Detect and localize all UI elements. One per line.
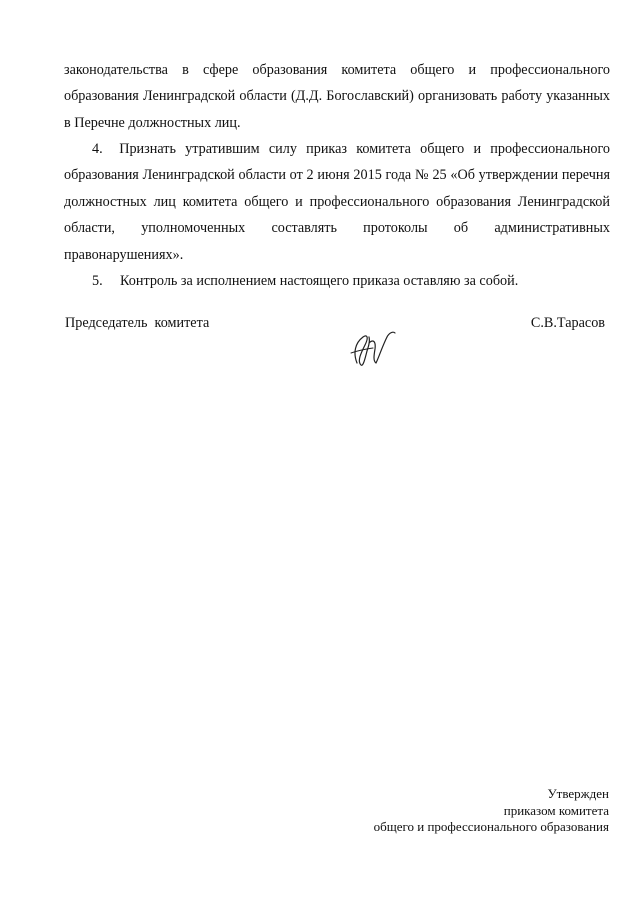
signatory-name: С.В.Тарасов [530, 315, 605, 331]
approval-line-3: общего и профессионального образования [373, 819, 609, 834]
paragraph-continuation: законодательства в сфере образования комитета общего и профессионального образования Ленинградской области (Д.Д. Богославский) организовать работу указанных в Перечне должностных лиц. [64, 62, 610, 131]
item-4-number: 4. [92, 141, 103, 157]
item-5 [64, 268, 610, 294]
item-5-number: 5. [92, 273, 103, 289]
signature-block [65, 315, 605, 375]
approval-stamp-text [374, 786, 609, 836]
item-4-text: Признать утратившим силу приказ комитета общего и профессионального образования Ленинградской области от 2 июня 2015 года № 25 «Об утверждении перечня должностных лиц комитета общего и профессионального образования Ленинградской области, уполномоченных составлять протоколы об административных правонарушениях». [64, 141, 610, 263]
approval-line-1: Утвержден [547, 786, 609, 801]
signatory-title: Председатель комитета [65, 315, 210, 331]
approval-line-2: приказом комитета [503, 802, 609, 818]
item-5-text: Контроль за исполнением настоящего приказа оставляю за собой. [120, 273, 519, 289]
item-4 [64, 136, 610, 268]
handwritten-signature [343, 323, 403, 373]
